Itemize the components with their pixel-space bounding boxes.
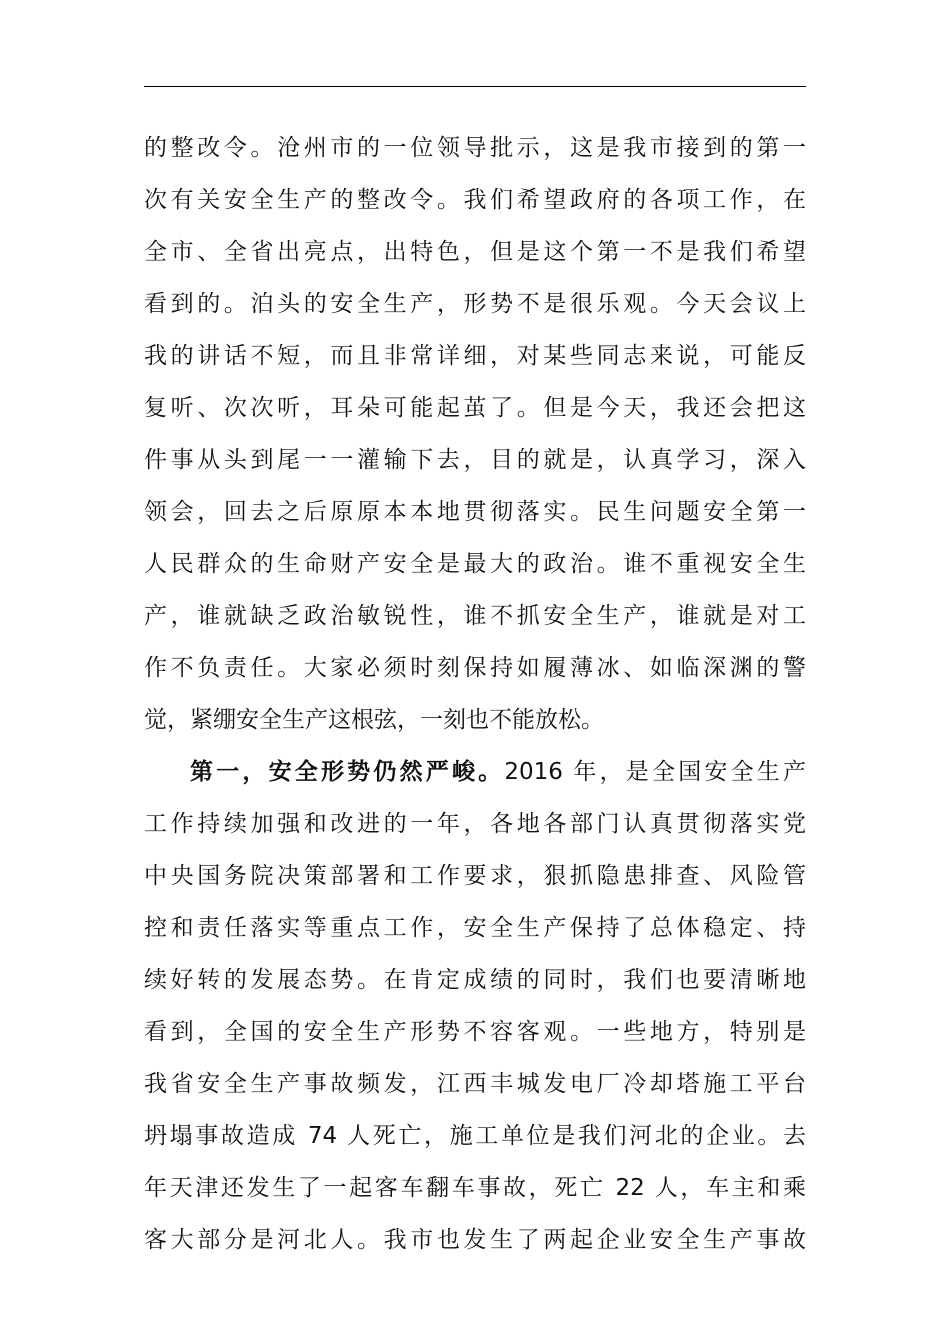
header-rule	[144, 86, 806, 87]
paragraph-1-line-5: 我的讲话不短，而且非常详细，对某些同志来说，可能反	[144, 343, 806, 369]
document-body	[144, 122, 806, 1266]
paragraph-1-line-1: 的整改令。沧州市的一位领导批示，这是我市接到的第一	[144, 135, 806, 161]
paragraph-1-line-6: 复听、次次听，耳朵可能起茧了。但是今天，我还会把这	[144, 395, 806, 421]
paragraph-1-line-2: 次有关安全生产的整改令。我们希望政府的各项工作，在	[144, 187, 806, 213]
paragraph-1-line-11: 作不负责任。大家必须时刻保持如履薄冰、如临深渊的警	[144, 655, 806, 681]
paragraph-2-line-8: 坍塌事故造成 74 人死亡，施工单位是我们河北的企业。去	[144, 1123, 806, 1149]
paragraph-2-first-line-text: 2016 年，是全国安全生产	[504, 759, 806, 785]
paragraph-2-first-line	[144, 746, 806, 798]
paragraph-1-line-9: 人民群众的生命财产安全是最大的政治。谁不重视安全生	[144, 551, 806, 577]
paragraph-2-line-7: 我省安全生产事故频发，江西丰城发电厂冷却塔施工平台	[144, 1071, 806, 1097]
paragraph-1-line-8: 领会，回去之后原原本本地贯彻落实。民生问题安全第一	[144, 499, 806, 525]
paragraph-1-line-3: 全市、全省出亮点，出特色，但是这个第一不是我们希望	[144, 239, 806, 265]
paragraph-2-line-10: 客大部分是河北人。我市也发生了两起企业安全生产事故	[144, 1227, 806, 1253]
paragraph-2-line-2: 工作持续加强和改进的一年，各地各部门认真贯彻落实党	[144, 811, 806, 837]
paragraph-2-line-6: 看到，全国的安全生产形势不容客观。一些地方，特别是	[144, 1019, 806, 1045]
paragraph-2-heading: 第一，安全形势仍然严峻。	[190, 759, 505, 785]
paragraph-1-line-10: 产，谁就缺乏政治敏锐性，谁不抓安全生产，谁就是对工	[144, 603, 806, 629]
paragraph-1-line-12: 觉，紧绷安全生产这根弦，一刻也不能放松。	[144, 707, 604, 733]
paragraph-2-line-9: 年天津还发生了一起客车翻车事故，死亡 22 人，车主和乘	[144, 1175, 806, 1201]
paragraph-2-line-3: 中央国务院决策部署和工作要求，狠抓隐患排查、风险管	[144, 863, 806, 889]
paragraph-2-line-5: 续好转的发展态势。在肯定成绩的同时，我们也要清晰地	[144, 967, 806, 993]
paragraph-2-line-4: 控和责任落实等重点工作，安全生产保持了总体稳定、持	[144, 915, 806, 941]
paragraph-1-line-7: 件事从头到尾一一灌输下去，目的就是，认真学习，深入	[144, 447, 806, 473]
paragraph-1-line-4: 看到的。泊头的安全生产，形势不是很乐观。今天会议上	[144, 291, 806, 317]
